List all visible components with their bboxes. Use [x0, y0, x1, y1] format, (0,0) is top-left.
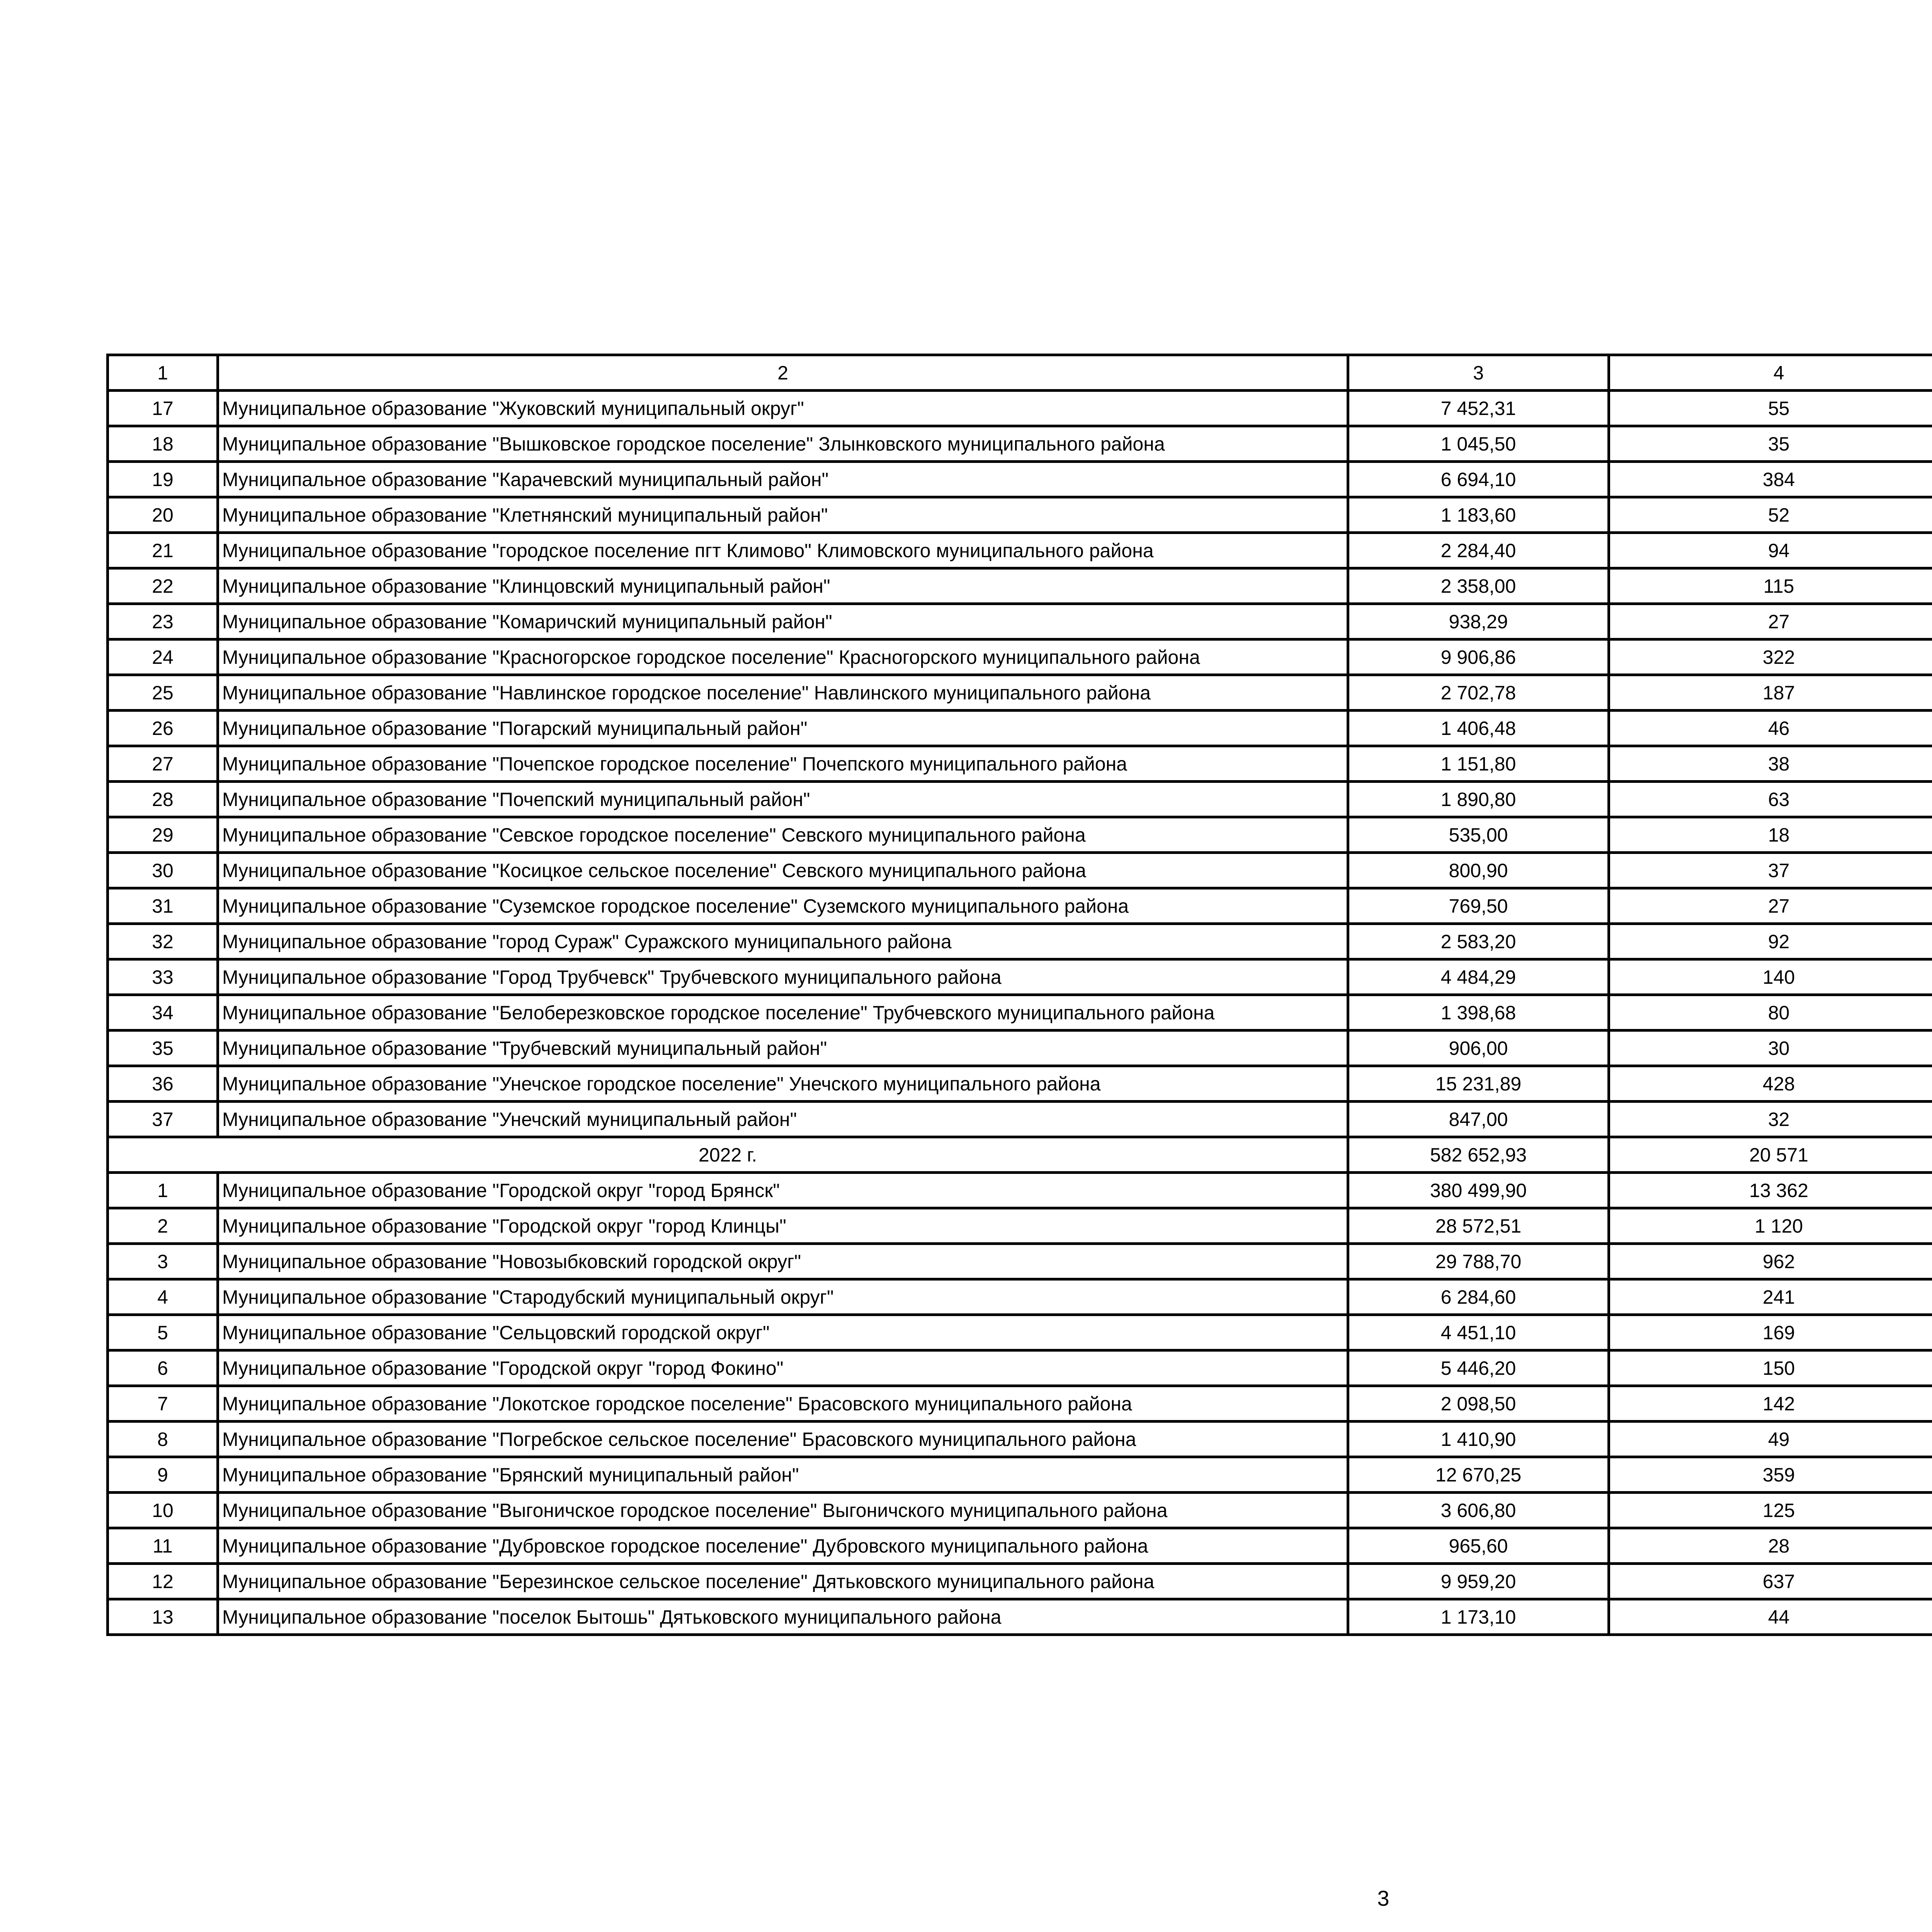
table-cell-col-3: 2 583,20: [1348, 924, 1609, 959]
table-cell-col-1: 11: [108, 1528, 218, 1564]
table-cell-col-1: 3: [108, 1244, 218, 1279]
table-cell-col-2: Муниципальное образование "Дубровское городское поселение" Дубровского муниципального района: [218, 1528, 1348, 1564]
table-cell-col-2: Муниципальное образование "Вышковское городское поселение" Злынковского муниципального района: [218, 426, 1348, 462]
table-cell-col-4: 322: [1609, 639, 1932, 675]
table-cell-col-2: Муниципальное образование "Почепский муниципальный район": [218, 782, 1348, 817]
table-cell-col-2: Муниципальное образование "Городской округ "город Фокино": [218, 1350, 1348, 1386]
table-row: [108, 1493, 1932, 1528]
table-cell-col-1: 32: [108, 924, 218, 959]
table-cell-col-3: 28 572,51: [1348, 1208, 1609, 1244]
table-cell-col-2: Муниципальное образование "Унечское городское поселение" Унечского муниципального района: [218, 1066, 1348, 1102]
table-row: [108, 959, 1932, 995]
table-row: [108, 568, 1932, 604]
table-row: [108, 1422, 1932, 1457]
table-cell-col-4: 140: [1609, 959, 1932, 995]
table-cell-col-2: Муниципальное образование "Локотское городское поселение" Брасовского муниципального района: [218, 1386, 1348, 1422]
table-cell-col-1: 25: [108, 675, 218, 711]
table-row: [108, 782, 1932, 817]
table-cell-col-3: 4 484,29: [1348, 959, 1609, 995]
table-row: [108, 1244, 1932, 1279]
table-cell-col-4: 44: [1609, 1599, 1932, 1635]
table-cell-col-1: 13: [108, 1599, 218, 1635]
table-cell-col-2: Муниципальное образование "Клинцовский муниципальный район": [218, 568, 1348, 604]
table-cell-col-4: 428: [1609, 1066, 1932, 1102]
table-row: [108, 1102, 1932, 1137]
table-cell-col-4: 46: [1609, 711, 1932, 746]
table-row: [108, 1528, 1932, 1564]
table-cell-col-4: 150: [1609, 1350, 1932, 1386]
table-cell-col-4: 187: [1609, 675, 1932, 711]
table-cell-col-3: 938,29: [1348, 604, 1609, 639]
table-cell-col-2: Муниципальное образование "Красногорское городское поселение" Красногорского муниципального района: [218, 639, 1348, 675]
table-cell-col-2: Муниципальное образование "Косицкое сельское поселение" Севского муниципального района: [218, 853, 1348, 888]
table-cell-col-4: 962: [1609, 1244, 1932, 1279]
table-cell-col-4: 49: [1609, 1422, 1932, 1457]
table-cell-col-3: 6 694,10: [1348, 462, 1609, 497]
table-cell-col-3: 1 890,80: [1348, 782, 1609, 817]
table-row: [108, 1066, 1932, 1102]
table-cell-col-3: 7 452,31: [1348, 391, 1609, 426]
table-cell-col-4: 125: [1609, 1493, 1932, 1528]
table-row: [108, 711, 1932, 746]
table-row: [108, 817, 1932, 853]
table-row: [108, 426, 1932, 462]
table-row: [108, 1386, 1932, 1422]
table-row: [108, 604, 1932, 639]
table-cell-col-2: Муниципальное образование "Сельцовский городской округ": [218, 1315, 1348, 1350]
table-cell-col-1: 26: [108, 711, 218, 746]
table-cell-col-1: 17: [108, 391, 218, 426]
table-cell-col-2: Муниципальное образование "Новозыбковский городской округ": [218, 1244, 1348, 1279]
column-header-3: 3: [1348, 355, 1609, 391]
table-row: [108, 1315, 1932, 1350]
table-row: [108, 995, 1932, 1031]
table-cell-col-3: 12 670,25: [1348, 1457, 1609, 1493]
table-cell-col-1: 35: [108, 1031, 218, 1066]
table-cell-col-3: 1 406,48: [1348, 711, 1609, 746]
table-cell-col-4: 35: [1609, 426, 1932, 462]
table-cell-col-3: 6 284,60: [1348, 1279, 1609, 1315]
table-cell-col-2: Муниципальное образование "поселок Бытошь" Дятьковского муниципального района: [218, 1599, 1348, 1635]
table-cell-col-1: 12: [108, 1564, 218, 1599]
table-cell-col-4: 52: [1609, 497, 1932, 533]
table-cell-col-1: 10: [108, 1493, 218, 1528]
table-cell-col-1: 2: [108, 1208, 218, 1244]
table-cell-col-2: Муниципальное образование "Унечский муниципальный район": [218, 1102, 1348, 1137]
table-cell-col-1: 29: [108, 817, 218, 853]
table-cell-col-3: 4 451,10: [1348, 1315, 1609, 1350]
table-cell-col-1: 24: [108, 639, 218, 675]
table-cell-col-2: Муниципальное образование "город Сураж" Суражского муниципального района: [218, 924, 1348, 959]
table-row: [108, 462, 1932, 497]
table-cell-col-4: 637: [1609, 1564, 1932, 1599]
table-cell-col-3: 1 183,60: [1348, 497, 1609, 533]
table-cell-col-2: Муниципальное образование "Брянский муниципальный район": [218, 1457, 1348, 1493]
table-cell-col-4: 38: [1609, 746, 1932, 782]
table-cell-col-4: 55: [1609, 391, 1932, 426]
table-cell-col-2: Муниципальное образование "Севское городское поселение" Севского муниципального района: [218, 817, 1348, 853]
table-cell-col-4: 169: [1609, 1315, 1932, 1350]
table-cell-col-4: 1 120: [1609, 1208, 1932, 1244]
table-row: [108, 533, 1932, 568]
table-cell-col-4: 13 362: [1609, 1173, 1932, 1208]
table-cell-col-2: Муниципальное образование "городское поселение пгт Климово" Климовского муниципального района: [218, 533, 1348, 568]
table-cell-col-4: 384: [1609, 462, 1932, 497]
table-cell-col-2: Муниципальное образование "Городской округ "город Брянск": [218, 1173, 1348, 1208]
table-row: [108, 1350, 1932, 1386]
table-cell-col-1: 28: [108, 782, 218, 817]
table-row: [108, 746, 1932, 782]
table-cell-col-3: 2 098,50: [1348, 1386, 1609, 1422]
table-cell-col-1: 1: [108, 1173, 218, 1208]
table-cell-col-4: 18: [1609, 817, 1932, 853]
table-row: [108, 1599, 1932, 1635]
table-cell-col-4: 30: [1609, 1031, 1932, 1066]
table-row: [108, 1279, 1932, 1315]
table-cell-col-1: 18: [108, 426, 218, 462]
table-row: [108, 391, 1932, 426]
table-cell-col-1: 33: [108, 959, 218, 995]
table-cell-col-1: 37: [108, 1102, 218, 1137]
table-cell-col-3: 847,00: [1348, 1102, 1609, 1137]
table-cell-col-3: 9 959,20: [1348, 1564, 1609, 1599]
table-cell-col-3: 1 173,10: [1348, 1599, 1609, 1635]
page-number: 3: [1377, 1886, 1389, 1910]
table-cell-col-4: 142: [1609, 1386, 1932, 1422]
table-cell-col-2: Муниципальное образование "Навлинское городское поселение" Навлинского муниципального района: [218, 675, 1348, 711]
table-cell-col-3: 769,50: [1348, 888, 1609, 924]
table-cell-col-1: 22: [108, 568, 218, 604]
subtotal-people: 20 571: [1609, 1137, 1932, 1173]
table-cell-col-4: 241: [1609, 1279, 1932, 1315]
table-cell-col-1: 5: [108, 1315, 218, 1350]
table-cell-col-1: 27: [108, 746, 218, 782]
table-row: [108, 1564, 1932, 1599]
table-cell-col-4: 28: [1609, 1528, 1932, 1564]
table-cell-col-1: 4: [108, 1279, 218, 1315]
column-header-1: 1: [108, 355, 218, 391]
subtotal-row: [108, 1137, 1932, 1173]
column-header-2: 2: [218, 355, 1348, 391]
table-cell-col-3: 2 358,00: [1348, 568, 1609, 604]
table-row: [108, 639, 1932, 675]
table-row: [108, 1457, 1932, 1493]
table-cell-col-3: 2 702,78: [1348, 675, 1609, 711]
table-row: [108, 924, 1932, 959]
table-cell-col-2: Муниципальное образование "Погребское сельское поселение" Брасовского муниципального района: [218, 1422, 1348, 1457]
table-cell-col-2: Муниципальное образование "Клетнянский муниципальный район": [218, 497, 1348, 533]
table-cell-col-2: Муниципальное образование "Суземское городское поселение" Суземского муниципального района: [218, 888, 1348, 924]
table-cell-col-2: Муниципальное образование "Выгоничское городское поселение" Выгоничского муниципального района: [218, 1493, 1348, 1528]
table-cell-col-3: 535,00: [1348, 817, 1609, 853]
table-cell-col-3: 15 231,89: [1348, 1066, 1609, 1102]
table-cell-col-4: 32: [1609, 1102, 1932, 1137]
table-cell-col-3: 1 151,80: [1348, 746, 1609, 782]
table-cell-col-4: 27: [1609, 888, 1932, 924]
table-cell-col-1: 23: [108, 604, 218, 639]
table-header-row: [108, 355, 1932, 391]
table-cell-col-3: 5 446,20: [1348, 1350, 1609, 1386]
table-cell-col-2: Муниципальное образование "Трубчевский муниципальный район": [218, 1031, 1348, 1066]
table-row: [108, 1208, 1932, 1244]
table-cell-col-2: Муниципальное образование "Городской округ "город Клинцы": [218, 1208, 1348, 1244]
table-cell-col-2: Муниципальное образование "Комаричский муниципальный район": [218, 604, 1348, 639]
table-cell-col-2: Муниципальное образование "Погарский муниципальный район": [218, 711, 1348, 746]
table-cell-col-3: 906,00: [1348, 1031, 1609, 1066]
table-cell-col-4: 37: [1609, 853, 1932, 888]
table-cell-col-1: 21: [108, 533, 218, 568]
table-cell-col-1: 20: [108, 497, 218, 533]
table-cell-col-2: Муниципальное образование "Карачевский муниципальный район": [218, 462, 1348, 497]
table-cell-col-3: 800,90: [1348, 853, 1609, 888]
table-body: [108, 355, 1932, 1635]
table-row: [108, 497, 1932, 533]
table-cell-col-2: Муниципальное образование "Жуковский муниципальный округ": [218, 391, 1348, 426]
table-row: [108, 1173, 1932, 1208]
table-cell-col-4: 92: [1609, 924, 1932, 959]
subtotal-label: 2022 г.: [108, 1137, 1348, 1173]
table-cell-col-1: 30: [108, 853, 218, 888]
table-cell-col-1: 19: [108, 462, 218, 497]
table-cell-col-2: Муниципальное образование "Белоберезковское городское поселение" Трубчевского муниципального района: [218, 995, 1348, 1031]
table-cell-col-3: 1 045,50: [1348, 426, 1609, 462]
table-cell-col-3: 9 906,86: [1348, 639, 1609, 675]
table-cell-col-4: 359: [1609, 1457, 1932, 1493]
table-row: [108, 675, 1932, 711]
table-cell-col-1: 34: [108, 995, 218, 1031]
table-cell-col-3: 965,60: [1348, 1528, 1609, 1564]
table-cell-col-3: 3 606,80: [1348, 1493, 1609, 1528]
column-header-4: 4: [1609, 355, 1932, 391]
table-cell-col-3: 29 788,70: [1348, 1244, 1609, 1279]
table-cell-col-3: 1 398,68: [1348, 995, 1609, 1031]
table-cell-col-3: 1 410,90: [1348, 1422, 1609, 1457]
table-cell-col-2: Муниципальное образование "Стародубский муниципальный округ": [218, 1279, 1348, 1315]
table-cell-col-2: Муниципальное образование "Город Трубчевск" Трубчевского муниципального района: [218, 959, 1348, 995]
table-cell-col-4: 27: [1609, 604, 1932, 639]
table-row: [108, 1031, 1932, 1066]
table-cell-col-3: 380 499,90: [1348, 1173, 1609, 1208]
table-row: [108, 853, 1932, 888]
table-cell-col-2: Муниципальное образование "Почепское городское поселение" Почепского муниципального района: [218, 746, 1348, 782]
table-cell-col-4: 63: [1609, 782, 1932, 817]
table-cell-col-1: 36: [108, 1066, 218, 1102]
subtotal-area: 582 652,93: [1348, 1137, 1609, 1173]
table-cell-col-1: 31: [108, 888, 218, 924]
data-table: [106, 354, 1932, 1636]
table-cell-col-3: 2 284,40: [1348, 533, 1609, 568]
table-cell-col-1: 6: [108, 1350, 218, 1386]
table-cell-col-1: 8: [108, 1422, 218, 1457]
table-cell-col-4: 94: [1609, 533, 1932, 568]
table-cell-col-4: 80: [1609, 995, 1932, 1031]
table-cell-col-1: 7: [108, 1386, 218, 1422]
table-cell-col-4: 115: [1609, 568, 1932, 604]
table-cell-col-2: Муниципальное образование "Березинское сельское поселение" Дятьковского муниципального района: [218, 1564, 1348, 1599]
table-row: [108, 888, 1932, 924]
table-cell-col-1: 9: [108, 1457, 218, 1493]
